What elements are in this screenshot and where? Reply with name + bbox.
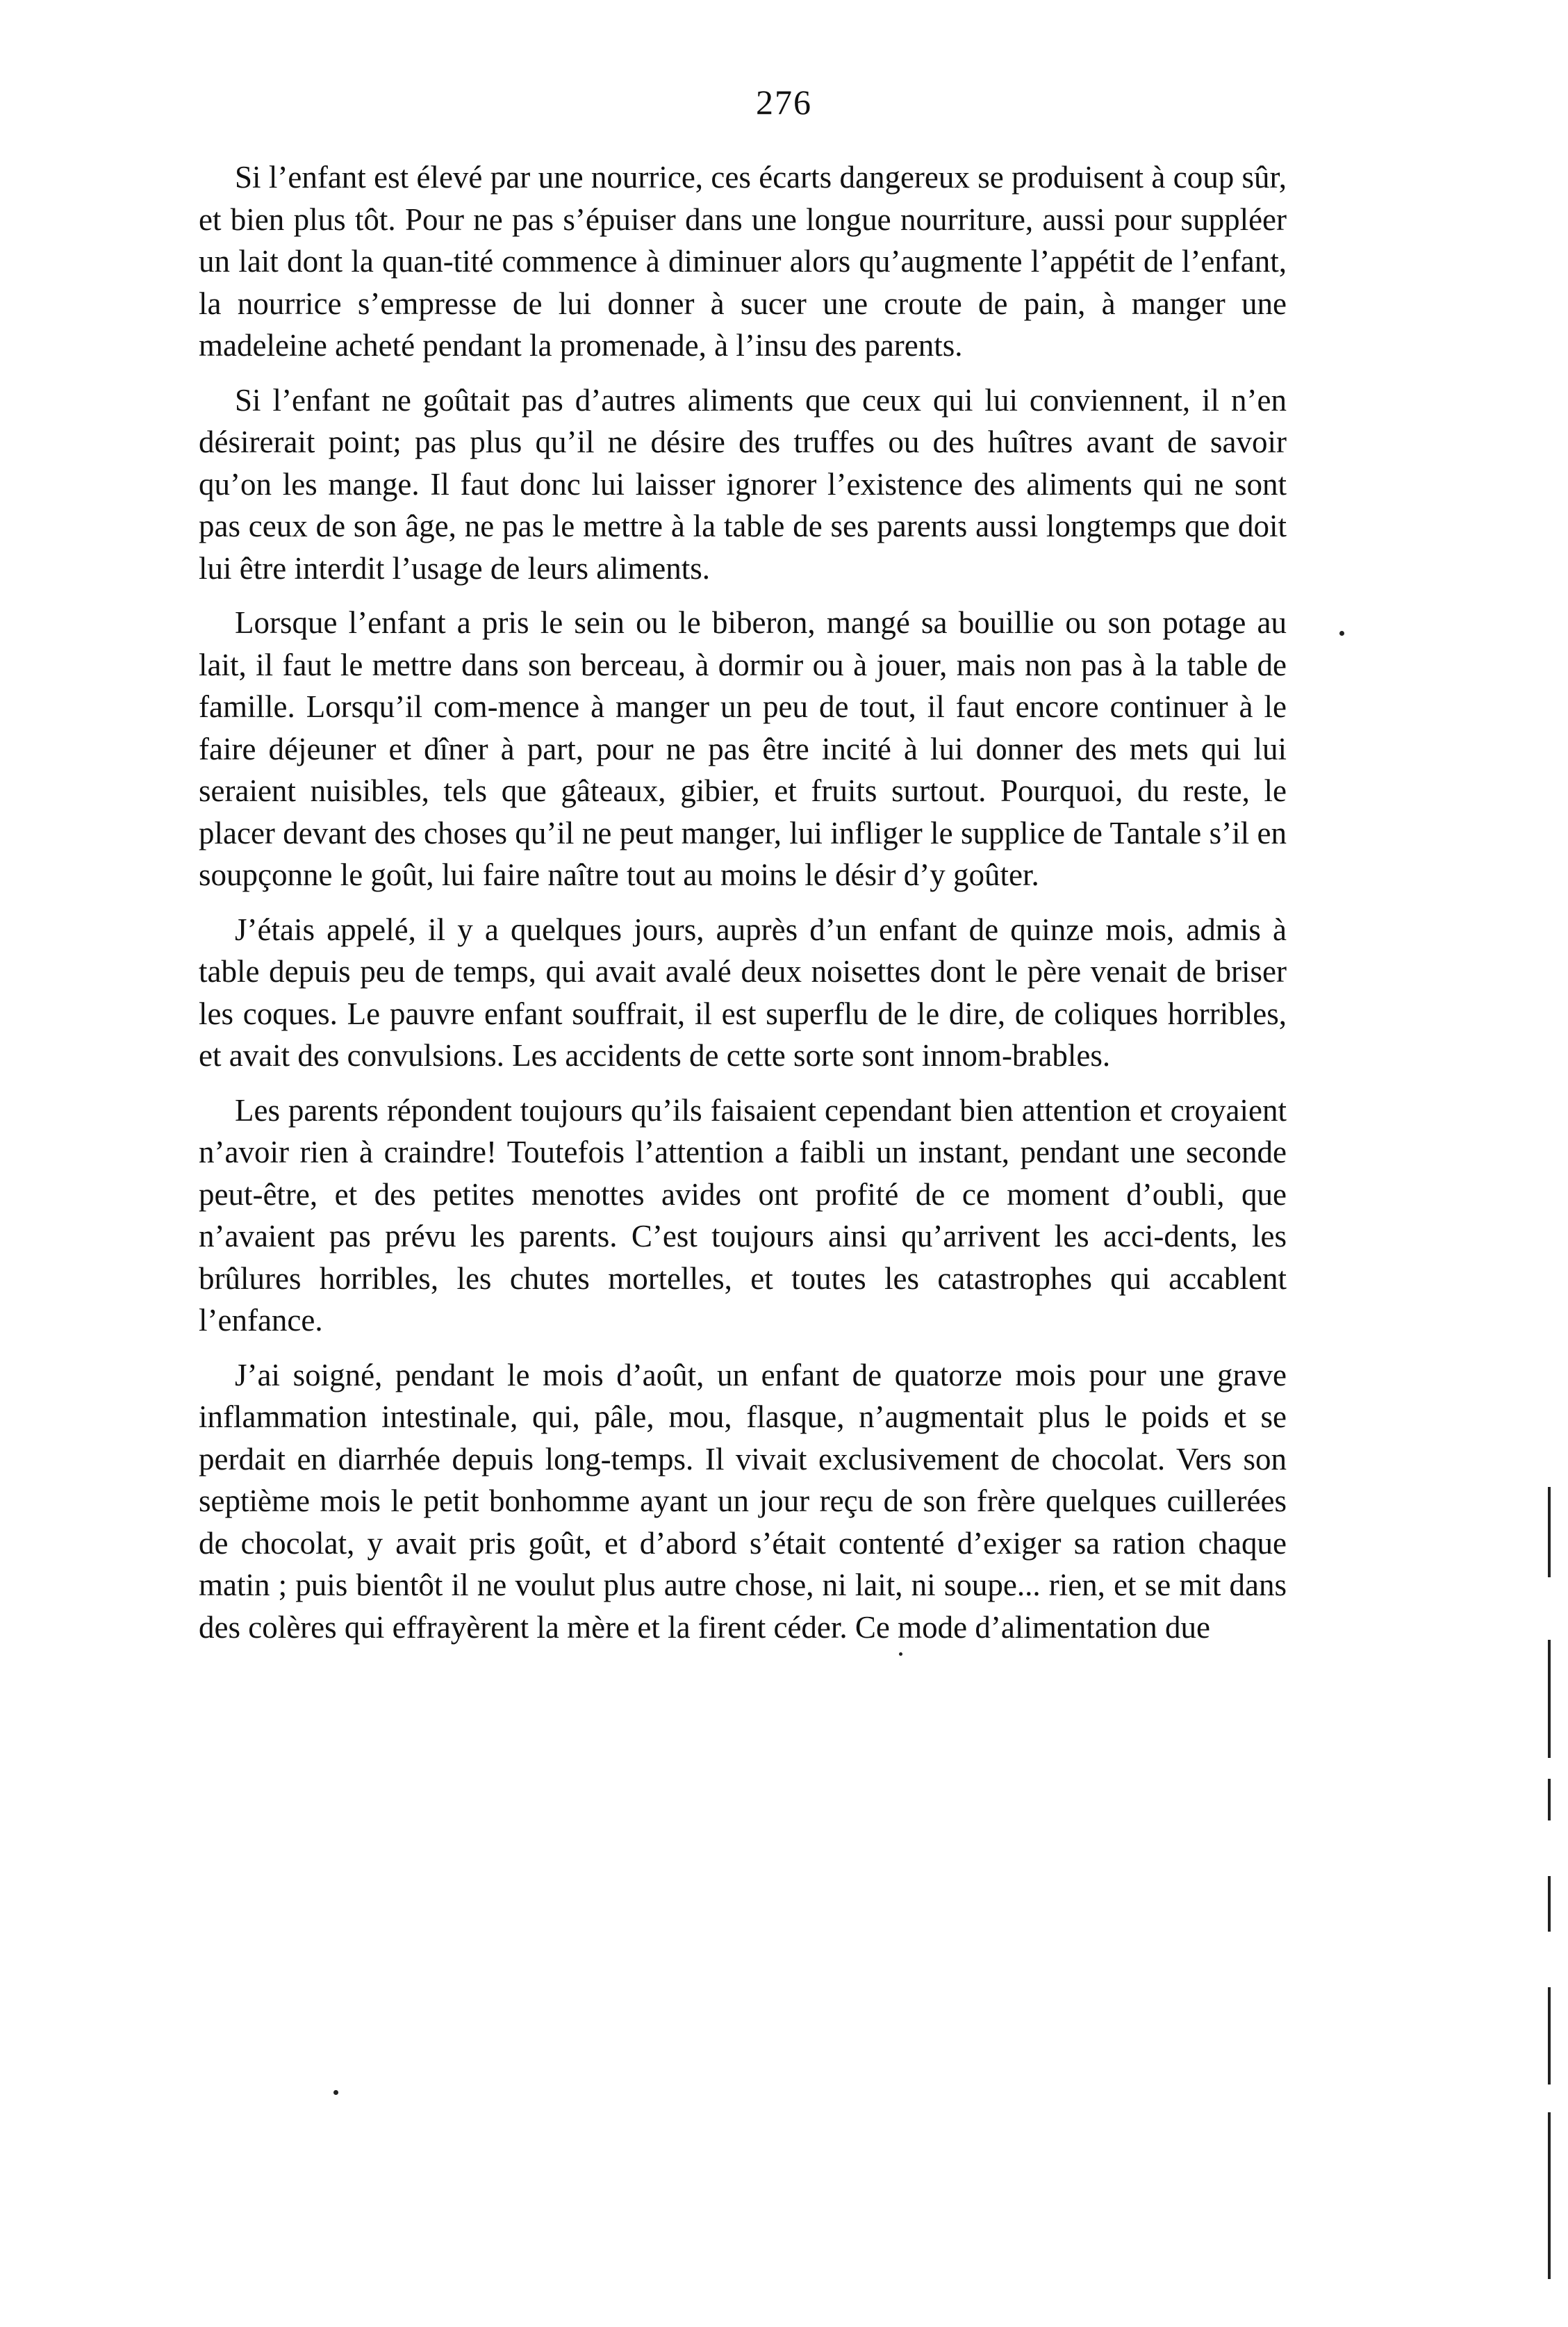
- edge-mark: [1548, 1779, 1551, 1820]
- edge-mark: [1548, 1640, 1551, 1758]
- paragraph-2: Si l’enfant ne goûtait pas d’autres aliments que ceux qui lui conviennent, il n’en désirerait point; pas plus qu’il ne désire des truffes ou des huîtres avant de savoir qu’on les mange. Il faut donc lui laisser ignorer l’existence des aliments qui ne sont pas ceux de son âge, ne pas le mettre à la table de ses parents aussi longtemps que doit lui être interdit l’usage de leurs aliments.: [199, 382, 1287, 586]
- paragraph-1: Si l’enfant est élevé par une nourrice, ces écarts dangereux se produisent à coup sûr, et bien plus tôt. Pour ne pas s’épuiser dans une longue nourriture, aussi pour suppléer un lait dont la quan-tité commence à diminuer alors qu’augmente l’appétit de l’enfant, la nourrice s’empresse de lui donner à sucer une croute de pain, à manger une madeleine acheté pendant la promenade, à l’insu des parents.: [199, 160, 1287, 363]
- ink-speck: [1339, 631, 1344, 636]
- page-edge-scan-marks: [1548, 1487, 1555, 2279]
- paragraph-3: Lorsque l’enfant a pris le sein ou le biberon, mangé sa bouillie ou son potage au lait, il faut le mettre dans son berceau, à dormir ou à jouer, mais non pas à la table de famille. Lorsqu’il com-mence à manger un peu de tout, il faut encore continuer à le faire déjeuner et dîner à part, pour ne pas être incité à lui donner des mets qui lui seraient nuisibles, tels que gâteaux, gibier, et fruits surtout. Pourquoi, du reste, le placer devant des choses qu’il ne peut manger, lui infliger le supplice de Tantale s’il en soupçonne le goût, lui faire naître tout au moins le désir d’y goûter.: [199, 605, 1287, 892]
- body-text: [199, 156, 1287, 1661]
- edge-mark: [1548, 1987, 1551, 2085]
- paragraph-4: J’étais appelé, il y a quelques jours, auprès d’un enfant de quinze mois, admis à table depuis peu de temps, qui avait avalé deux noisettes dont le père venait de briser les coques. Le pauvre enfant souffrait, il est superflu de le dire, de coliques horribles, et avait des convulsions. Les accidents de cette sorte sont innom-brables.: [199, 912, 1287, 1073]
- ink-speck: [899, 1652, 902, 1656]
- edge-mark: [1548, 2112, 1551, 2279]
- ink-speck: [333, 2090, 338, 2095]
- page-number: 276: [756, 83, 812, 122]
- paragraph-6: J’ai soigné, pendant le mois d’août, un enfant de quatorze mois pour une grave inflammation intestinale, qui, pâle, mou, flasque, n’augmentait plus le poids et se perdait en diarrhée depuis long-temps. Il vivait exclusivement de chocolat. Vers son septième mois le petit bonhomme ayant un jour reçu de son frère quelques cuillerées de chocolat, y avait pris goût, et d’abord s’était contenté d’exiger sa ration chaque matin ; puis bientôt il ne voulut plus autre chose, ni lait, ni soupe... rien, et se mit dans des colères qui effrayèrent la mère et la firent céder. Ce mode d’alimentation due: [199, 1357, 1287, 1645]
- paragraph-5: Les parents répondent toujours qu’ils faisaient cependant bien attention et croyaient n’avoir rien à craindre! Toutefois l’attention a faibli un instant, pendant une seconde peut-être, et des petites menottes avides ont profité de ce moment d’oubli, que n’avaient pas prévu les parents. C’est toujours ainsi qu’arrivent les acci-dents, les brûlures horribles, les chutes mortelles, et toutes les catastrophes qui accablent l’enfance.: [199, 1092, 1287, 1338]
- edge-mark: [1548, 1487, 1551, 1577]
- edge-mark: [1548, 1876, 1551, 1932]
